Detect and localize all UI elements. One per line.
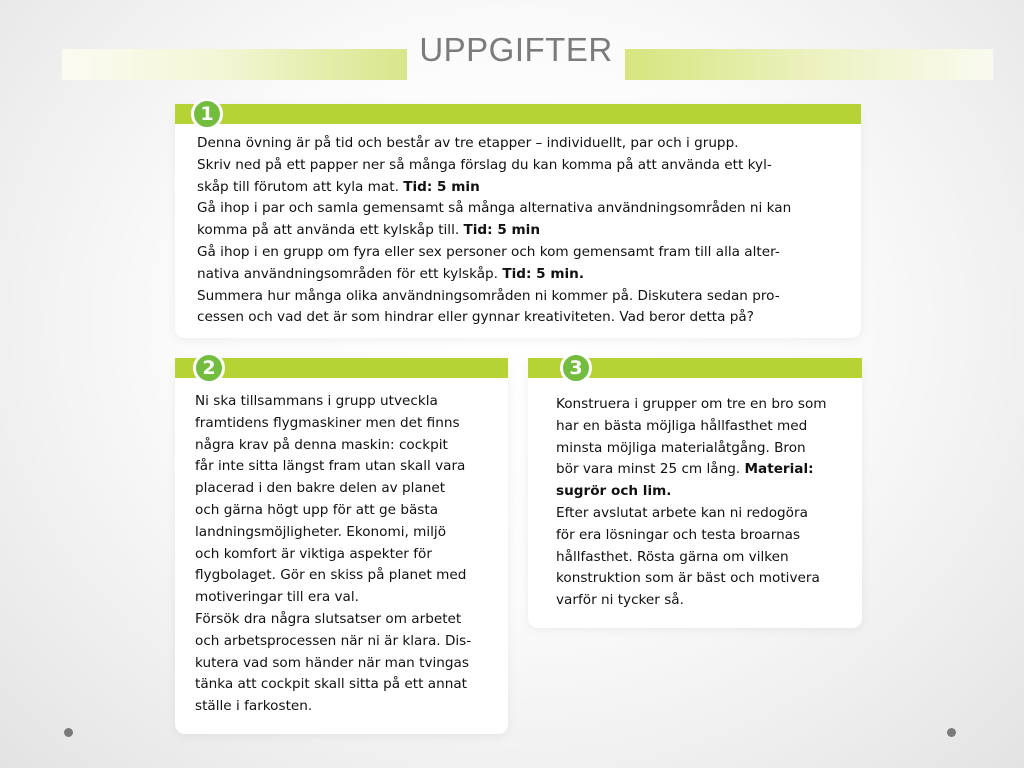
task-line-text: motiveringar till era val. [195,589,359,606]
task-line-text: Försök dra några slutsatser om arbetet [195,610,462,627]
task-line-text: hållfasthet. Rösta gärna om vilken [556,548,789,565]
page-title: UPPGIFTER [419,31,613,68]
task-line [556,525,860,547]
task-line [556,568,860,590]
task-line [195,565,506,587]
task-line-emphasis: Tid: 5 min [463,222,541,239]
task-text-3 [556,394,860,612]
task-line [195,544,506,566]
task-line [195,674,506,696]
task-line [556,481,860,503]
task-line-text: Skriv ned på ett papper ner så många förslag du kan komma på att använda ett kyl- [197,156,772,173]
task-line-text: bör vara minst 25 cm lång. [556,461,745,478]
task-line-text: några krav på denna maskin: cockpit [195,436,448,453]
task-line [556,394,860,416]
task-line [556,590,860,612]
task-line [556,459,860,481]
task-line [556,416,860,438]
task-line-text: varför ni tycker så. [556,592,684,609]
task-line [197,286,857,308]
task-line-emphasis: Tid: 5 min. [502,265,585,282]
task-line-text: Denna övning är på tid och består av tre etapper – individuellt, par och i grupp. [197,135,739,151]
task-line-text: och komfort är viktiga aspekter för [195,545,432,562]
task-text-1 [197,133,857,329]
task-line-text: minsta möjliga materialåtgång. Bron [556,439,806,456]
task-line-text: komma på att använda ett kylskåp till. [197,222,464,239]
task-line-text: Gå ihop i en grupp om fyra eller sex personer och kom gemensamt fram till alla alter- [197,243,780,260]
task-line-text: och gärna högt upp för att ge bästa [195,501,439,518]
task-line-text: ställe i farkosten. [195,698,313,715]
task-line-text: konstruktion som är bäst och motivera [556,570,820,587]
task-line-text: Summera hur många olika användningsområden ni kommer på. Diskutera sedan pro- [197,287,780,304]
task-line-text: cessen och vad det är som hindrar eller gynnar kreativiteten. Vad beror detta på? [197,309,754,326]
task-line [195,391,506,413]
task-line-text: tänka att cockpit skall sitta på ett annat [195,676,468,693]
task-line [195,413,506,435]
task-line-text: flygbolaget. Gör en skiss på planet med [195,567,467,584]
task-line-text: får inte sitta längst fram utan skall vara [195,458,466,475]
decorative-dot-right [947,728,956,737]
task-line-text: Efter avslutat arbete kan ni redogöra [556,504,808,521]
task-line-text: Ni ska tillsammans i grupp utveckla [195,393,438,409]
task-line-text: placerad i den bakre delen av planet [195,480,446,497]
task-line [195,609,506,631]
task-line [556,438,860,460]
task-line [556,547,860,569]
task-line-text: framtidens flygmaskiner men det finns [195,414,460,431]
task-line [195,587,506,609]
task-line [197,220,857,242]
task-line-text: skåp till förutom att kyla mat. [197,178,404,195]
task-line-text: för era lösningar och testa broarnas [556,526,801,543]
task-line-text: nativa användningsområden för ett kylskåp. [197,265,503,282]
task-card-1 [175,104,861,338]
title-band-left [62,49,407,80]
task-line [195,631,506,653]
task-line [195,653,506,675]
task-line-text: kutera vad som händer när man tvingas [195,654,469,671]
task-line-emphasis: sugrör och lim. [556,483,672,500]
task-line-text: Gå ihop i par och samla gemensamt så många alternativa användningsområden ni kan [197,200,792,217]
task-line [195,500,506,522]
task-number-badge-3: 3 [560,352,592,384]
task-line [195,522,506,544]
task-number-badge-1: 1 [191,98,223,130]
task-line [195,456,506,478]
task-card-bar [175,104,861,124]
task-line-emphasis: Material: [744,461,814,478]
task-line-emphasis: Tid: 5 min [403,178,480,195]
task-line-text: och arbetsprocessen när ni är klara. Dis- [195,632,472,649]
task-card-3 [528,358,862,628]
task-text-2 [195,391,506,718]
task-number-badge-2: 2 [193,352,225,384]
task-line [195,696,506,718]
task-line [197,155,857,177]
task-line [197,307,857,329]
task-card-2 [175,358,508,734]
task-line [197,198,857,220]
task-line-text: landningsmöjligheter. Ekonomi, miljö [195,523,447,540]
task-line-text: Konstruera i grupper om tre en bro som [556,396,827,412]
task-line [556,503,860,525]
decorative-dot-left [64,728,73,737]
title-band-right [625,49,993,80]
task-line [197,177,857,199]
task-line [197,264,857,286]
task-line [195,435,506,457]
task-line [197,133,857,155]
task-line [195,478,506,500]
task-line [197,242,857,264]
task-line-text: har en bästa möjliga hållfasthet med [556,417,808,434]
